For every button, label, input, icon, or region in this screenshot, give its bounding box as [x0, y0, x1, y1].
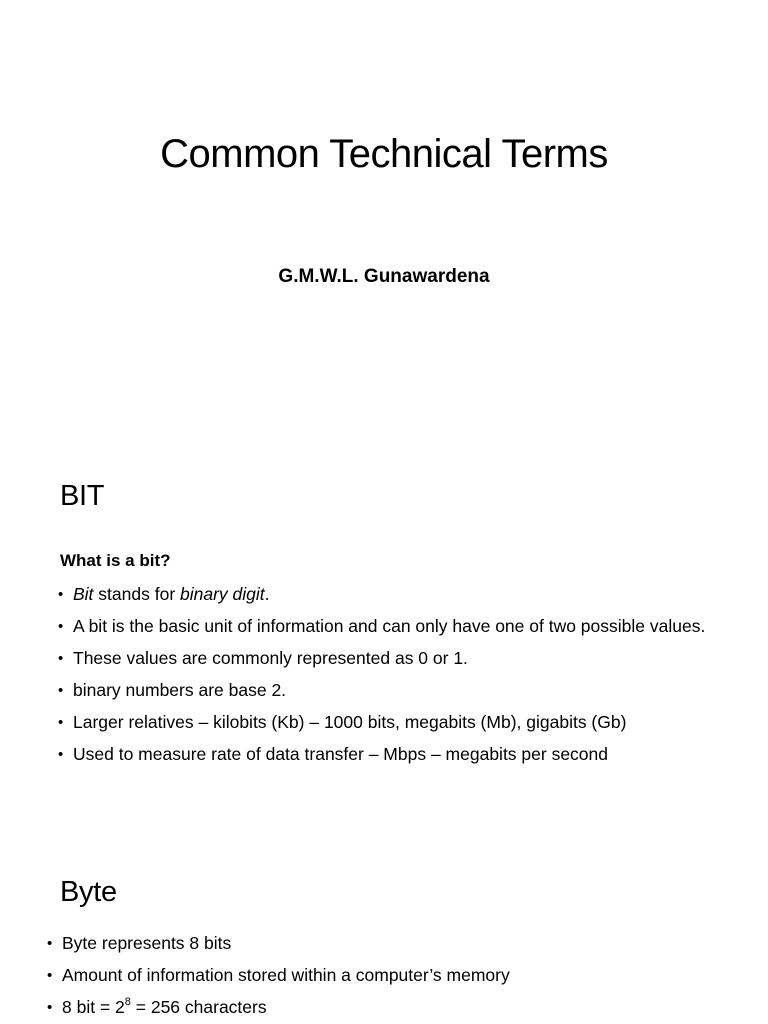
bullet-text: = 256 characters [130, 997, 267, 1017]
byte-slide [0, 848, 768, 1024]
bit-subheading: What is a bit? [60, 551, 171, 570]
author-name: G.M.W.L. Gunawardena [278, 266, 490, 287]
bit-heading: BIT [60, 480, 105, 512]
presentation-title: Common Technical Terms [160, 132, 608, 176]
list-item [58, 583, 718, 606]
bullet-text: 8 bit = 2 [62, 997, 125, 1017]
binary-digit-term: binary digit [180, 584, 265, 604]
list-item: • These values are commonly represented as 0 or 1. [58, 647, 718, 670]
bullet-text: . [264, 584, 270, 604]
byte-bullet-list [47, 932, 727, 1024]
byte-heading: Byte [60, 876, 117, 908]
bit-term: Bit [73, 584, 94, 604]
list-item: • A bit is the basic unit of information and can only have one of two possible values. [58, 615, 718, 638]
list-item: • Larger relatives – kilobits (Kb) – 1000 bits, megabits (Mb), gigabits (Gb) [58, 711, 718, 734]
list-item [47, 996, 727, 1019]
bit-bullet-list [58, 583, 718, 775]
title-slide [0, 0, 768, 432]
bit-slide [0, 432, 768, 848]
list-item: • Byte represents 8 bits [47, 932, 727, 955]
list-item: • Used to measure rate of data transfer – Mbps – megabits per second [58, 743, 718, 766]
exponent: 8 [124, 996, 131, 1009]
list-item: • Amount of information stored within a computer’s memory [47, 964, 727, 987]
list-item: • binary numbers are base 2. [58, 679, 718, 702]
bullet-text: stands for [93, 584, 181, 604]
